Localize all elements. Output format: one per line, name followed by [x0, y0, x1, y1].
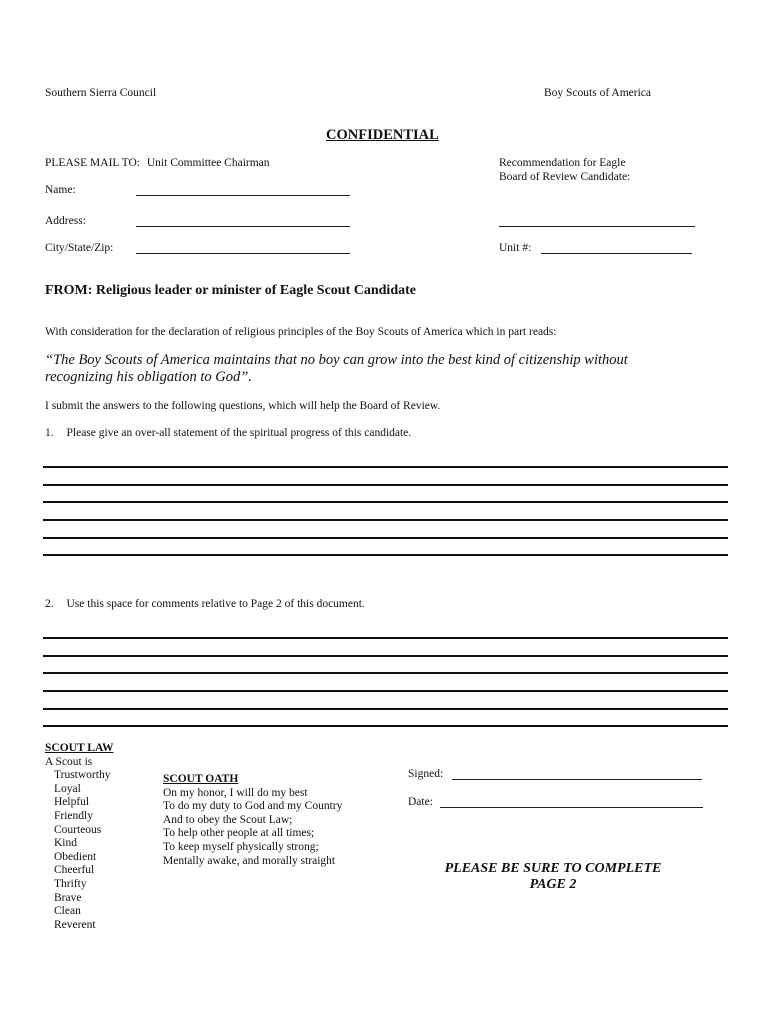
recommendation-line1: Recommendation for Eagle [499, 157, 626, 169]
scout-law-item: Trustworthy [54, 769, 111, 782]
answer-line[interactable] [43, 501, 728, 503]
city-field[interactable] [136, 242, 350, 254]
organization-name: Boy Scouts of America [544, 87, 651, 99]
scout-law-item: Friendly [54, 809, 93, 822]
council-name: Southern Sierra Council [45, 87, 157, 99]
question-number: 1. [45, 427, 54, 439]
question-text: Please give an over-all statement of the spiritual progress of this candidate. [66, 427, 412, 439]
quote-line-1: “The Boy Scouts of America maintains that no boy can grow into the best kind of citizenship without [45, 352, 628, 368]
scout-law-item: Obedient [54, 850, 97, 863]
reminder-line-1: PLEASE BE SURE TO COMPLETE [444, 861, 662, 876]
scout-law-item: Courteous [54, 823, 102, 836]
scout-oath-line: To keep myself physically strong; [163, 840, 319, 853]
date-field[interactable] [440, 796, 703, 808]
unit-field[interactable] [541, 242, 692, 254]
answer-line[interactable] [43, 708, 728, 710]
unit-label: Unit #: [499, 242, 532, 254]
address-label: Address: [45, 215, 86, 227]
answer-line[interactable] [43, 484, 728, 486]
scout-law-item: Brave [54, 891, 82, 904]
scout-oath-line: On my honor, I will do my best [163, 786, 308, 799]
name-label: Name: [45, 184, 76, 196]
question-1 [45, 427, 411, 439]
mail-recipient: Unit Committee Chairman [146, 157, 270, 169]
scout-oath-line: To help other people at all times; [163, 827, 315, 840]
date-label: Date: [408, 796, 433, 808]
scout-law-item: Thrifty [54, 877, 87, 890]
scout-oath [163, 773, 342, 868]
page-2-reminder [408, 861, 698, 893]
scout-oath-title: SCOUT OATH [163, 773, 239, 785]
reminder-line-2: PAGE 2 [529, 877, 577, 892]
scout-law-intro: A Scout is [45, 755, 93, 768]
city-label: City/State/Zip: [45, 242, 114, 254]
from-heading: FROM: Religious leader or minister of Eagle Scout Candidate [45, 283, 416, 298]
scout-oath-line: Mentally awake, and morally straight [163, 854, 336, 867]
scout-law-list [45, 769, 114, 932]
answer-line[interactable] [43, 637, 728, 639]
scout-law-item: Helpful [54, 796, 90, 809]
question-number: 2. [45, 598, 54, 610]
page-title: CONFIDENTIAL [326, 127, 439, 143]
question-2 [45, 598, 365, 610]
scout-oath-line: To do my duty to God and my Country [163, 800, 343, 813]
intro-text: With consideration for the declaration of religious principles of the Boy Scouts of America which in part reads: [45, 326, 557, 338]
answer-line[interactable] [43, 690, 728, 692]
quote-line-2: recognizing his obligation to God”. [45, 369, 252, 385]
answer-line[interactable] [43, 672, 728, 674]
answer-line[interactable] [43, 519, 728, 521]
scout-law-item: Loyal [54, 782, 81, 795]
answer-line[interactable] [43, 466, 728, 468]
address-field[interactable] [136, 215, 350, 227]
scout-law-item: Reverent [54, 918, 96, 931]
mail-label: PLEASE MAIL TO: [45, 157, 140, 169]
recommendation-line2: Board of Review Candidate: [499, 171, 631, 183]
question-text: Use this space for comments relative to Page 2 of this document. [66, 598, 365, 610]
scout-law [45, 742, 114, 932]
scout-oath-line: And to obey the Scout Law; [163, 813, 293, 826]
answer-line[interactable] [43, 554, 728, 556]
scout-law-item: Kind [54, 837, 77, 850]
answer-line[interactable] [43, 655, 728, 657]
candidate-name-field[interactable] [499, 215, 695, 227]
signed-label: Signed: [408, 768, 444, 780]
answer-line[interactable] [43, 537, 728, 539]
signature-field[interactable] [452, 768, 702, 780]
scout-law-item: Cheerful [54, 864, 95, 877]
answer-line[interactable] [43, 725, 728, 727]
submit-text: I submit the answers to the following questions, which will help the Board of Review. [45, 400, 441, 412]
scout-law-item: Clean [54, 905, 81, 918]
name-field[interactable] [136, 184, 350, 196]
scout-law-title: SCOUT LAW [45, 742, 114, 754]
mail-to-line [45, 157, 270, 169]
